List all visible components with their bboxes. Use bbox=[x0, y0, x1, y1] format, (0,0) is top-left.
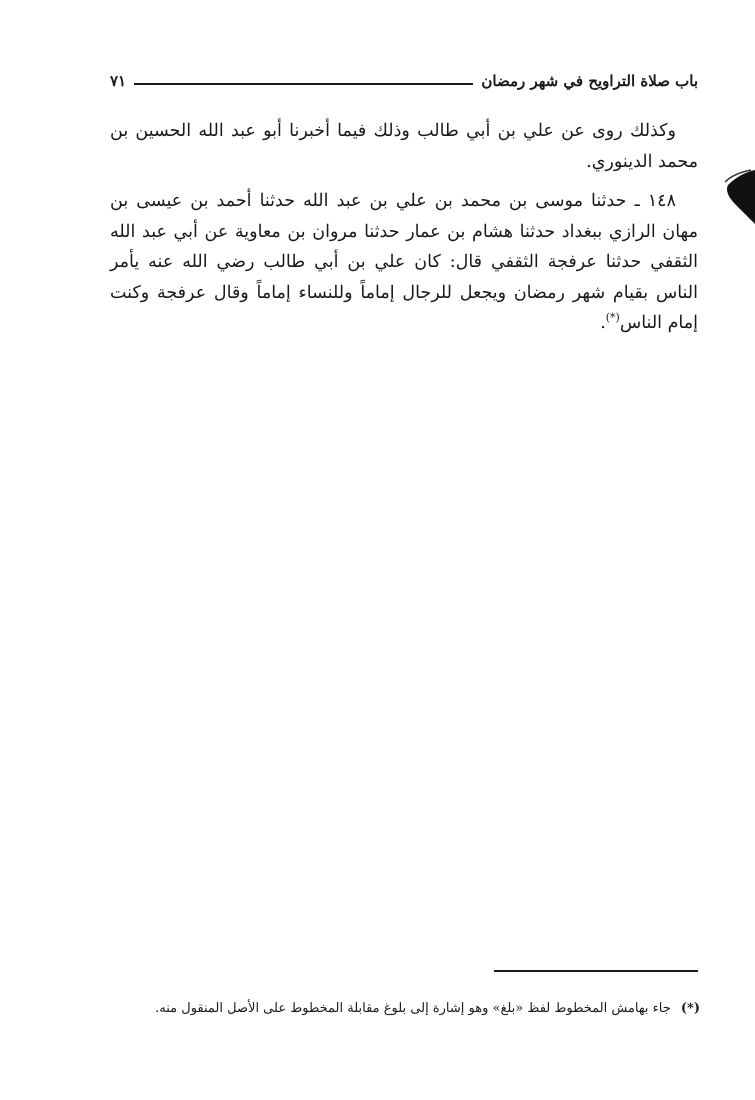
header-rule bbox=[134, 83, 473, 85]
running-header bbox=[110, 68, 698, 94]
paragraph-intro-text: وكذلك روى عن علي بن أبي طالب وذلك فيما أخبرنا أبو عبد الله الحسين بن محمد الدينوري. bbox=[110, 121, 698, 172]
page-number: ٧١ bbox=[110, 72, 127, 90]
footnote-mark: (*) bbox=[680, 1001, 700, 1016]
paragraph-hadith-148 bbox=[110, 186, 698, 339]
chapter-title: باب صلاة التراويح في شهر رمضان bbox=[481, 72, 698, 90]
footnote bbox=[110, 998, 700, 1020]
hadith-number: ١٤٨ ـ bbox=[634, 191, 676, 211]
footnote-text: جاء بهامش المخطوط لفظ «بلغ» وهو إشارة إلى بلوغ مقابلة المخطوط على الأصل المنقول منه. bbox=[155, 1001, 671, 1016]
paragraph-intro bbox=[110, 116, 698, 177]
main-text bbox=[110, 116, 698, 339]
page-edge-shadow bbox=[721, 166, 755, 228]
footnote-reference[interactable]: (*) bbox=[605, 311, 620, 325]
footnote-separator bbox=[494, 970, 698, 972]
hadith-text: حدثنا موسى بن محمد بن علي بن عبد الله حدثنا أحمد بن عيسى بن مهان الرازي ببغداد حدثنا هشام بن عمار حدثنا مروان بن معاوية عن أبي عبد الله الثقفي حدثنا عرفجة الثقفي قال: كان علي بن أبي طالب رضي الله عنه يأمر الناس بقيام شهر رمضان ويجعل للرجال إماماً وللنساء إماماً وقال عرفجة وكنت إمام الناس bbox=[110, 191, 698, 333]
hadith-end-punctuation: . bbox=[600, 313, 606, 333]
